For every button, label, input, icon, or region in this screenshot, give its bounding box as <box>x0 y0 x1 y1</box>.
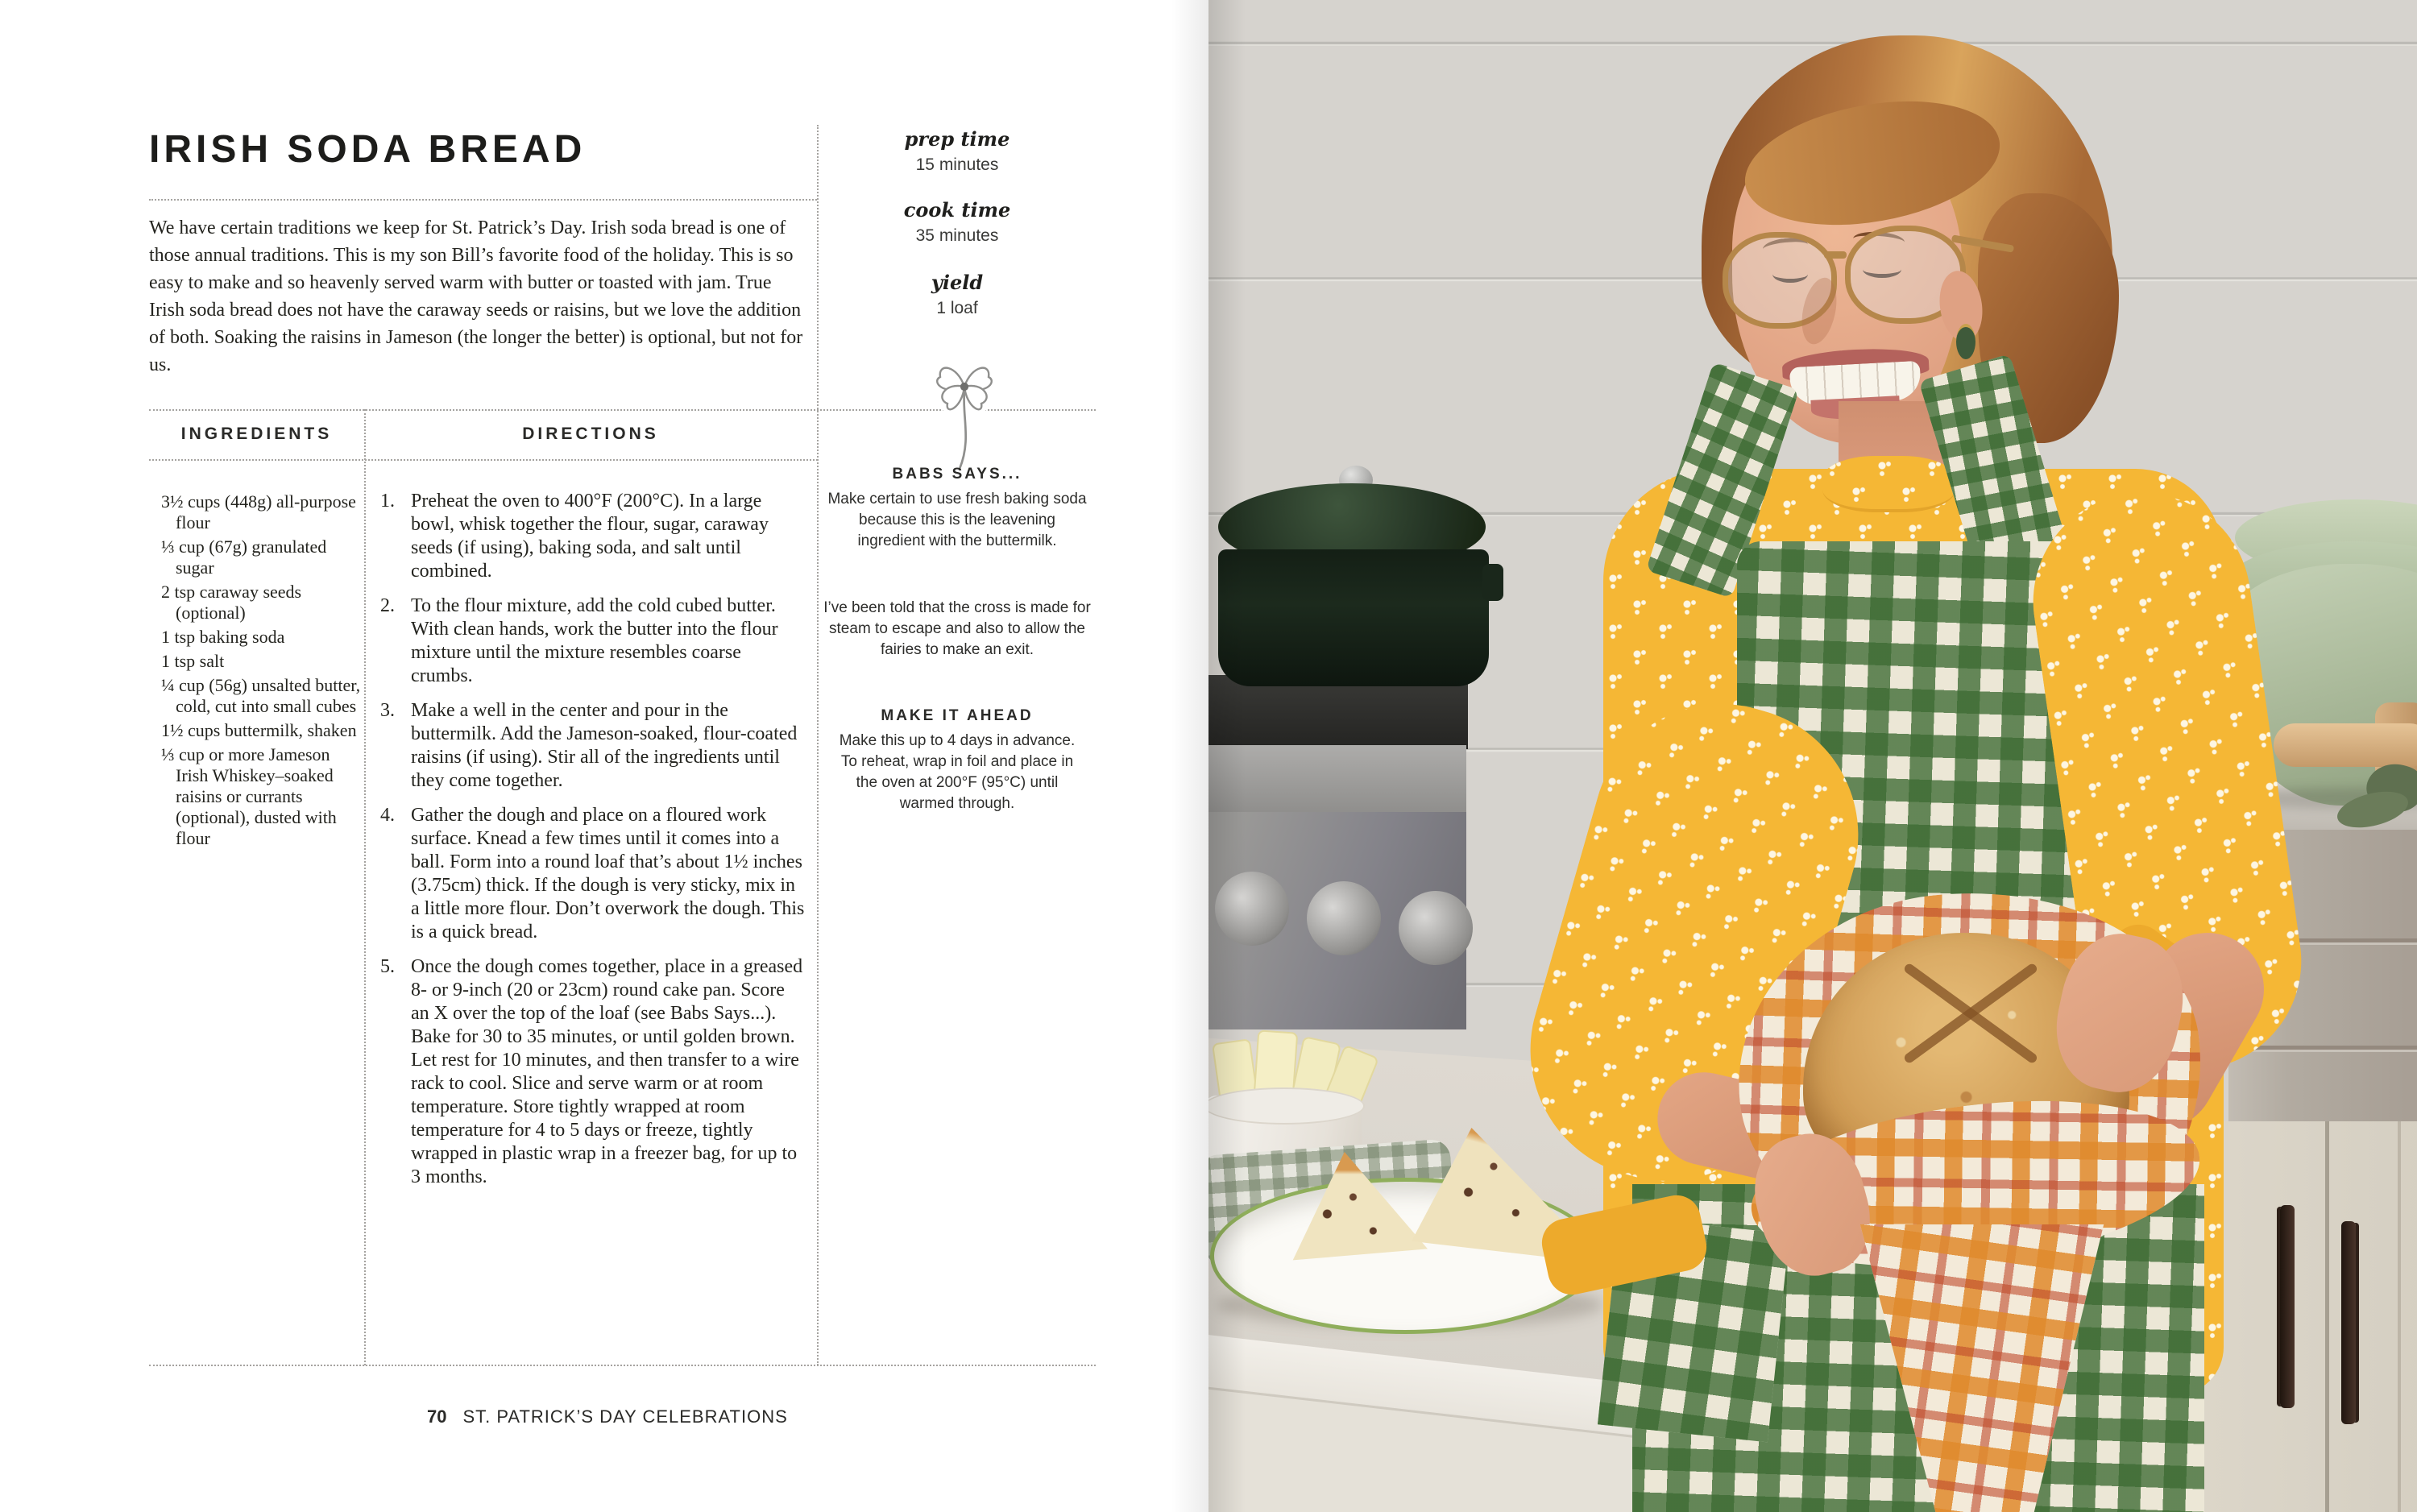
prep-time-label: prep time <box>904 127 1010 151</box>
earring <box>1956 324 1975 359</box>
ingredient-item: 2 tsp caraway seeds (optional) <box>161 582 302 623</box>
blouse-neck-ruffle <box>1822 456 1955 512</box>
ingredient-item: ¼ cup (56g) unsalted butter, cold, cut into small cubes <box>161 675 361 716</box>
direction-step: To the flour mixture, add the cold cubed butter. With clean hands, work the butter into the flour mixture until the mixture resembles coarse crumbs. <box>411 595 778 686</box>
dutch-oven-handle <box>1482 564 1503 601</box>
page-number: 70 <box>427 1406 447 1427</box>
babs-says-note-2: I’ve been told that the cross is made for steam to escape and also to allow the fairies to make an exit. <box>823 599 1091 658</box>
column-divider <box>364 409 366 1365</box>
recipe-intro: We have certain traditions we keep for St. Patrick’s Day. Irish soda bread is one of those annual traditions. This is my son Bill’s favorite food of the holiday. This is so easy to make and so heavenly served warm with butter or toasted with jam. True Irish soda bread does not have the caraway seeds or raisins, but we love the addition of both. Soaking the raisins in Jameson (the longer the better) is optional, but not for us. <box>149 217 803 375</box>
rule-under-title <box>149 199 817 201</box>
range-knob <box>1307 881 1381 955</box>
cook-time-label: cook time <box>903 198 1011 222</box>
direction-step: Gather the dough and place on a floured work surface. Knead a few times until it comes into a ball. Form into a round loaf that’s about 1½ inches (3.75cm) thick. If the dough is very sticky, mix in a little more flour. Don’t overwork the dough. This is a quick bread. <box>411 805 805 942</box>
cabinet-handle <box>2341 1221 2356 1424</box>
ingredient-item: ⅓ cup or more Jameson Irish Whiskey–soaked raisins or currants (optional), dusted with flour <box>161 744 337 848</box>
direction-step: Once the dough comes together, place in a greased 8- or 9-inch (20 or 23cm) round cake pan. Score an X over the top of the loaf (see Babs Says...). Bake for 30 to 35 minutes, or until golden brown. Let rest for 10 minutes, and then transfer to a wire rack to cool. Slice and serve warm or at room temperature. Store tightly wrapped at room temperature for 4 to 5 days or freeze, tightly wrapped in plastic wrap in a freezer bag, for up to 3 months. <box>411 956 803 1187</box>
range-back-panel <box>1208 745 1466 816</box>
range-knob <box>1399 891 1473 965</box>
photo-kitchen-scene <box>1208 0 2417 1512</box>
make-it-ahead-note: Make this up to 4 days in advance. To reheat, wrap in foil and place in the oven at 200°F (95°C) until warmed through. <box>839 732 1076 812</box>
ingredients-header: INGREDIENTS <box>180 425 333 443</box>
table-header-rule <box>149 459 818 461</box>
cabinet-handle <box>2280 1205 2295 1408</box>
page-title: IRISH SODA BREAD <box>149 128 587 171</box>
yield-value: 1 loaf <box>936 299 978 317</box>
sidebar-divider <box>817 125 819 1365</box>
ingredient-item: 1 tsp baking soda <box>161 627 285 647</box>
directions-header: DIRECTIONS <box>522 425 659 443</box>
ingredient-item: 3½ cups (448g) all-purpose flour <box>161 491 356 532</box>
footer-rule <box>149 1365 1096 1366</box>
babs-says-note-1: Make certain to use fresh baking soda because this is the leavening ingredient with the buttermilk. <box>827 491 1087 549</box>
page-gutter-shadow <box>1208 0 1246 1512</box>
shamrock-icon <box>928 338 1001 471</box>
page-footer <box>427 1406 788 1427</box>
direction-step: Preheat the oven to 400°F (200°C). In a large bowl, whisk together the flour, sugar, caraway seeds (if using), baking soda, and salt until combined. <box>411 491 769 582</box>
cook-time-value: 35 minutes <box>915 226 999 245</box>
direction-step: Make a well in the center and pour in the buttermilk. Add the Jameson-soaked, flour-coated raisins (if using). Stir all of the ingredients until they come together. <box>411 700 798 791</box>
ingredient-item: 1 tsp salt <box>161 651 225 671</box>
babs-says-header: BABS SAYS... <box>892 466 1022 483</box>
glasses-bridge <box>1824 251 1847 259</box>
recipe-page <box>0 0 1208 1512</box>
footer-section: ST. PATRICK’S DAY CELEBRATIONS <box>462 1406 788 1427</box>
cabinet-panel-groove <box>2398 1121 2401 1512</box>
prep-time-value: 15 minutes <box>915 155 999 174</box>
ingredient-item: ⅓ cup (67g) granulated sugar <box>161 536 327 578</box>
cabinet-door-gap <box>2325 1121 2329 1512</box>
ingredient-item: 1½ cups buttermilk, shaken <box>161 720 357 740</box>
page-gutter-shadow <box>1171 0 1208 1512</box>
directions-list <box>375 490 806 1200</box>
rolling-pin-handle <box>2274 723 2417 767</box>
make-it-ahead-header: MAKE IT AHEAD <box>881 707 1034 724</box>
dutch-oven-body <box>1218 549 1489 686</box>
ingredients-list <box>161 491 361 852</box>
yield-label: yield <box>931 271 984 294</box>
